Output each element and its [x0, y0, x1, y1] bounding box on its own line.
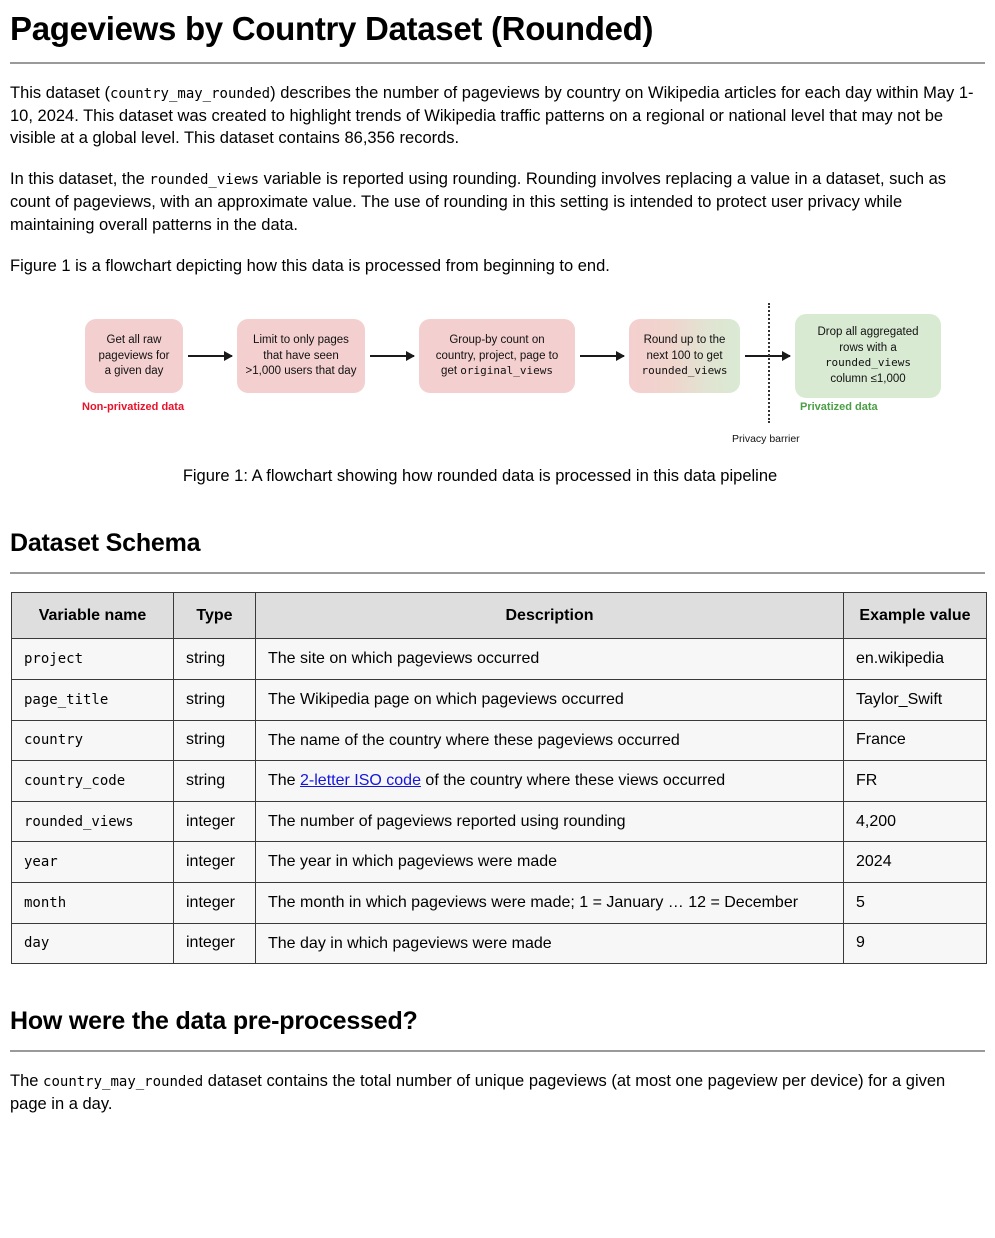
paragraph-intro — [10, 82, 985, 150]
section-heading-preprocessing: How were the data pre-processed? — [10, 1007, 418, 1036]
table-row — [12, 801, 987, 842]
section-heading-schema: Dataset Schema — [10, 529, 201, 558]
table-row — [12, 842, 987, 883]
cell-type: integer — [174, 883, 256, 924]
preprocessing-divider — [10, 1050, 985, 1052]
paragraph-preprocessing — [10, 1070, 985, 1116]
text-run: The day in which pageviews were made — [268, 934, 552, 952]
cell-example-value: Taylor_Swift — [844, 680, 987, 721]
cell-example-value: 9 — [844, 923, 987, 964]
flowchart-step-2 — [237, 319, 365, 393]
cell-description — [256, 842, 844, 883]
table-header-row — [12, 593, 987, 639]
text-run: ) describes the number of pageviews by country on Wikipedia articles for each day within May 1-10, 2024. This dataset was created to highlight trends of Wikipedia traffic patterns on a regional or national level that may not be visible at a global level. This dataset contains 86,356 records. — [10, 83, 974, 148]
text-run: rows with a — [839, 341, 897, 354]
cell-description — [256, 680, 844, 721]
column-header-description: Description — [256, 593, 844, 639]
text-run: Figure 1 is a flowchart depicting how this data is processed from beginning to end. — [10, 256, 610, 275]
flowchart-step-3 — [419, 319, 575, 393]
figure-caption: Figure 1: A flowchart showing how rounded data is processed in this data pipeline — [182, 467, 778, 486]
flowchart-step-line — [246, 364, 357, 380]
flowchart-step-text — [99, 333, 170, 380]
code-token: country_may_rounded — [43, 1074, 204, 1091]
table-row — [12, 761, 987, 802]
flowchart-step-line — [436, 349, 559, 365]
variable-name-code: day — [24, 935, 50, 952]
privacy-barrier-label: Privacy barrier — [732, 433, 800, 446]
flowchart-step-line — [436, 333, 559, 349]
text-run: dataset contains the total number of unique pageviews (at most one pageview per device) for a given page in a day. — [10, 1072, 946, 1113]
text-run: Limit to only pages — [253, 334, 349, 347]
table-row — [12, 923, 987, 964]
cell-example-value: France — [844, 720, 987, 761]
text-run: country, project, page to — [435, 349, 559, 362]
cell-type: string — [174, 761, 256, 802]
variable-name-code: rounded_views — [24, 813, 134, 830]
flowchart-step-text — [246, 333, 357, 380]
cell-type: integer — [174, 923, 256, 964]
cell-type: string — [174, 680, 256, 721]
variable-name-code: country — [24, 732, 84, 749]
cell-example-value: en.wikipedia — [844, 639, 987, 680]
cell-variable-name — [12, 883, 174, 924]
text-run: The Wikipedia page on which pageviews occurred — [268, 691, 624, 709]
flowchart-arrow-1 — [188, 355, 232, 357]
variable-name-code: country_code — [24, 773, 126, 790]
cell-description — [256, 761, 844, 802]
flowchart-step-line — [99, 349, 170, 365]
paragraph-figure-intro — [10, 255, 985, 278]
text-run: In this dataset, the — [10, 170, 150, 189]
cell-example-value: 4,200 — [844, 801, 987, 842]
privacy-barrier-line — [768, 303, 770, 423]
schema-table — [11, 592, 987, 964]
code-token: rounded_views — [824, 356, 912, 370]
flowchart-step-line — [817, 325, 918, 341]
paragraph-rounding — [10, 168, 985, 236]
cell-example-value: 2024 — [844, 842, 987, 883]
code-token: rounded_views — [149, 172, 259, 189]
text-run: get — [441, 365, 461, 378]
text-run: Round up to the — [643, 334, 726, 347]
cell-description — [256, 883, 844, 924]
title-divider — [10, 62, 985, 64]
code-token: rounded_views — [641, 364, 728, 378]
table-row — [12, 720, 987, 761]
variable-name-code: project — [24, 651, 84, 668]
table-row — [12, 883, 987, 924]
text-run: variable is reported using rounding. Rounding involves replacing a value in a dataset, such as count of pageviews, with an approximate value. The use of rounding in this setting is intended to protect user privacy while maintaining overall patterns in the data. — [10, 170, 947, 234]
spacer-after-figure — [10, 486, 985, 528]
table-row — [12, 639, 987, 680]
cell-variable-name — [12, 639, 174, 680]
schema-table-body — [12, 639, 987, 964]
text-run: The site on which pageviews occurred — [268, 650, 540, 668]
flowchart-step-line — [817, 372, 918, 388]
cell-variable-name — [12, 923, 174, 964]
column-header-example-value: Example value — [844, 593, 987, 639]
text-run: column ≤1,000 — [830, 372, 906, 385]
cell-description — [256, 720, 844, 761]
flowchart-step-line — [641, 333, 727, 349]
cell-type: integer — [174, 842, 256, 883]
cell-description — [256, 801, 844, 842]
text-run: a given day — [104, 365, 164, 378]
code-token: country_may_rounded — [109, 85, 271, 102]
nonprivatized-data-tag: Non-privatized data — [82, 401, 185, 414]
flowchart-step-text — [641, 333, 727, 380]
iso-code-link[interactable]: 2-letter ISO code — [300, 772, 421, 790]
figure-1 — [10, 295, 985, 486]
text-run: >1,000 users that day — [245, 365, 357, 378]
cell-type: string — [174, 720, 256, 761]
flowchart-step-5 — [795, 314, 941, 398]
code-token: original_views — [460, 364, 553, 378]
cell-variable-name — [12, 720, 174, 761]
spacer-after-table — [10, 964, 985, 1006]
flowchart-step-text — [436, 333, 559, 380]
flowchart-step-1 — [85, 319, 183, 393]
cell-description — [256, 639, 844, 680]
text-run: The — [268, 772, 301, 790]
column-header-variable-name: Variable name — [12, 593, 174, 639]
text-run: pageviews for — [98, 349, 170, 362]
text-run: of the country where these views occurred — [420, 772, 726, 790]
flowchart-step-4 — [629, 319, 740, 393]
flowchart-step-line — [246, 333, 357, 349]
flowchart-step-line — [641, 364, 727, 380]
text-run: This dataset ( — [10, 83, 110, 102]
flowchart-step-line — [246, 349, 357, 365]
cell-description — [256, 923, 844, 964]
table-row — [12, 680, 987, 721]
text-run: next 100 to get — [646, 349, 723, 362]
page-title: Pageviews by Country Dataset (Rounded) — [10, 10, 654, 47]
cell-type: integer — [174, 801, 256, 842]
cell-example-value: FR — [844, 761, 987, 802]
flowchart-step-line — [99, 364, 170, 380]
text-run: The name of the country where these pageviews occurred — [268, 731, 680, 749]
text-run: Drop all aggregated — [817, 326, 919, 339]
flowchart — [10, 295, 985, 455]
text-run: that have seen — [263, 349, 339, 362]
column-header-type: Type — [174, 593, 256, 639]
text-run: The month in which pageviews were made; 1 = January … 12 = December — [268, 894, 799, 912]
cell-example-value: 5 — [844, 883, 987, 924]
schema-divider — [10, 572, 985, 574]
cell-variable-name — [12, 680, 174, 721]
variable-name-code: year — [24, 854, 58, 871]
flowchart-arrow-3 — [580, 355, 624, 357]
text-run: Group-by count on — [449, 334, 545, 347]
flowchart-step-line — [641, 349, 727, 365]
flowchart-step-text — [817, 325, 918, 387]
flowchart-step-line — [817, 341, 918, 357]
text-run: The number of pageviews reported using rounding — [268, 812, 626, 830]
cell-variable-name — [12, 842, 174, 883]
text-run: Get all raw — [106, 334, 162, 347]
flowchart-step-line — [99, 333, 170, 349]
flowchart-arrow-2 — [370, 355, 414, 357]
variable-name-code: page_title — [24, 691, 109, 708]
text-run: The — [10, 1072, 44, 1091]
variable-name-code: month — [24, 894, 67, 911]
cell-type: string — [174, 639, 256, 680]
cell-variable-name — [12, 801, 174, 842]
flowchart-step-line — [436, 364, 559, 380]
text-run: The year in which pageviews were made — [268, 853, 558, 871]
cell-variable-name — [12, 761, 174, 802]
privatized-data-tag: Privatized data — [800, 401, 878, 414]
flowchart-step-line — [817, 356, 918, 372]
